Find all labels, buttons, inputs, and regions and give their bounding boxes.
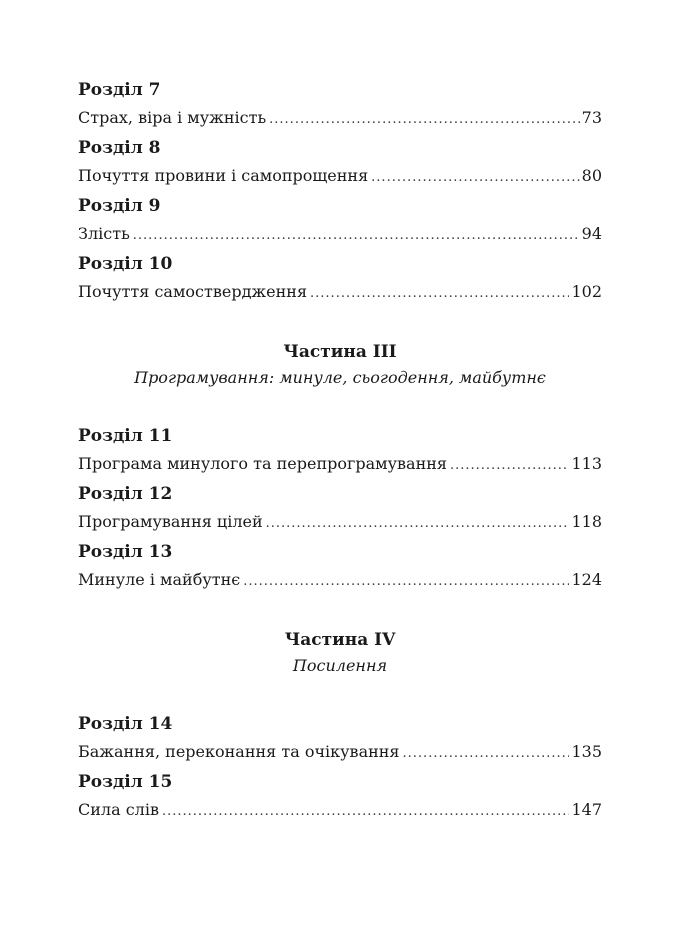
chapter-label: Розділ 15: [78, 772, 173, 792]
part-subtitle: Посилення: [292, 656, 388, 675]
page-number: 118: [571, 512, 602, 531]
part-subtitle: Програмування: минуле, сьогодення, майбутнє: [134, 368, 546, 387]
dot-leader: [269, 110, 579, 130]
page-number: 147: [571, 800, 602, 819]
chapter-title: Програмування цілей: [78, 512, 263, 531]
toc-entry: [78, 800, 602, 822]
page-number: 102: [571, 282, 602, 301]
chapter-title: Злість: [78, 224, 130, 243]
toc-entry: [78, 570, 602, 592]
page-number: 113: [571, 454, 602, 473]
dot-leader: [243, 572, 569, 592]
toc-entry: [78, 224, 602, 246]
page-number: 124: [571, 570, 602, 589]
dot-leader: [450, 456, 569, 476]
page-number: 135: [571, 742, 602, 761]
chapter-title: Сила слів: [78, 800, 159, 819]
page-number: 80: [581, 166, 602, 185]
chapter-title: Страх, віра і мужність: [78, 108, 267, 127]
chapter-title: Бажання, переконання та очікування: [78, 742, 400, 761]
chapter-label: Розділ 13: [78, 542, 173, 562]
page-number: 73: [581, 108, 602, 127]
page-number: 94: [581, 224, 602, 243]
chapter-label: Розділ 7: [78, 80, 161, 100]
chapter-title: Програма минулого та перепрограмування: [78, 454, 447, 473]
dot-leader: [266, 514, 570, 534]
chapter-label: Розділ 10: [78, 254, 173, 274]
toc-entry: [78, 454, 602, 476]
chapter-label: Розділ 11: [78, 426, 173, 446]
toc-entry: [78, 512, 602, 534]
toc-entry: [78, 108, 602, 130]
chapter-title: Минуле і майбутнє: [78, 570, 241, 589]
dot-leader: [403, 744, 570, 764]
dot-leader: [162, 802, 570, 822]
toc-entry: [78, 742, 602, 764]
dot-leader: [371, 168, 579, 188]
table-of-contents: [78, 0, 602, 950]
toc-entry: [78, 166, 602, 188]
chapter-title: Почуття провини і самопрощення: [78, 166, 369, 185]
chapter-label: Розділ 14: [78, 714, 173, 734]
chapter-label: Розділ 12: [78, 484, 173, 504]
dot-leader: [310, 284, 569, 304]
part-heading: Частина IV: [284, 630, 396, 650]
chapter-label: Розділ 8: [78, 138, 161, 158]
chapter-label: Розділ 9: [78, 196, 161, 216]
toc-entry: [78, 282, 602, 304]
dot-leader: [133, 226, 580, 246]
chapter-title: Почуття самоствердження: [78, 282, 308, 301]
part-heading: Частина III: [283, 342, 397, 362]
